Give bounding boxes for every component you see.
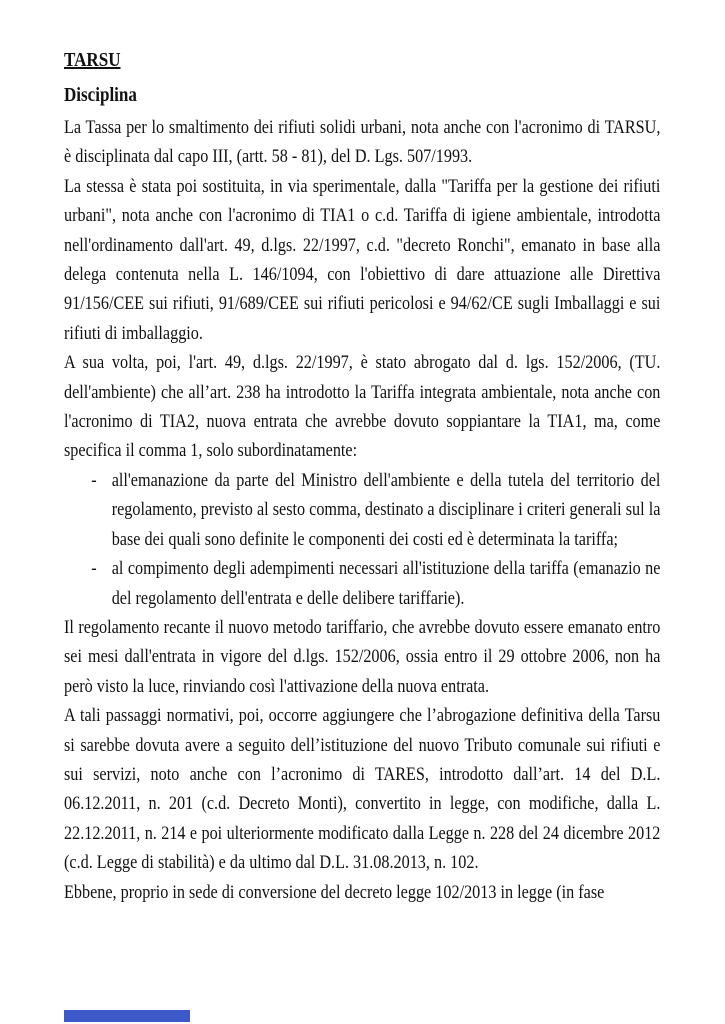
paragraph-regolamento: Il regolamento recante il nuovo metodo tariffario, che avrebbe dovuto essere emanato entro sei mesi dall'entrata in vigore del d.lgs. 152/2006, ossia entro il 29 ottobre 2006, non ha però visto la luce, rinviando così l'attivazione della nuova entrata.: [64, 616, 661, 697]
bullet-dash-icon: -: [91, 558, 97, 580]
list-item-text: all'emanazione da parte del Ministro dell'ambiente e della tutela del territorio del regolamento, previsto al sesto comma, destinato a disciplinare i criteri generali sul la base dei quali sono definite le componenti dei costi ed è determinata la tariffa;: [111, 469, 661, 550]
paragraph-tia1: La stessa è stata poi sostituita, in via sperimentale, dalla "Tariffa per la gestione dei rifiuti urbani", nota anche con l'acronimo di TIA1 o c.d. Tariffa di igiene ambientale, introdotta nell'ordinamento dall'art. 49, d.lgs. 22/1997, c.d. "decreto Ronchi", emanato in base alla delega contenuta nella L. 146/1094, con l'obiettivo di dare attuazione alle Direttiva 91/156/CEE sui rifiuti, 91/689/CEE sui rifiuti pericolosi e 94/62/CE sugli Imballaggi e sui rifiuti di imballaggio.: [64, 175, 661, 344]
section-heading: Disciplina: [64, 84, 137, 106]
paragraph-intro-tarsu: La Tassa per lo smaltimento dei rifiuti solidi urbani, nota anche con l'acronimo di TARSU, è disciplinata dal capo III, (artt. 58 - 81), del D. Lgs. 507/1993.: [64, 117, 661, 168]
document-title: TARSU: [64, 49, 121, 71]
bottom-bar: [64, 1010, 190, 1022]
list-item: [64, 466, 660, 554]
paragraph-conversione: Ebbene, proprio in sede di conversione del decreto legge 102/2013 in legge (in fase: [64, 881, 605, 903]
text-column: [64, 44, 660, 907]
bullet-dash-icon: -: [91, 469, 97, 491]
paragraph-tares: A tali passaggi normativi, poi, occorre aggiungere che l’abrogazione definitiva della Tarsu si sarebbe dovuta avere a seguito dell’istituzione del nuovo Tributo comunale sui rifiuti e sui servizi, noto anche con l’acronimo di TARES, introdotto dall’art. 14 del D.L. 06.12.2011, n. 201 (c.d. Decreto Monti), convertito in legge, con modifiche, dalla L. 22.12.2011, n. 214 e poi ulteriormente modificato dalla Legge n. 228 del 24 dicembre 2012 (c.d. Legge di stabilità) e da ultimo dal D.L. 31.08.2013, n. 102.: [64, 705, 661, 874]
paragraph-tia2: A sua volta, poi, l'art. 49, d.lgs. 22/1997, è stato abrogato dal d. lgs. 152/2006, (TU. dell'ambiente) che all’art. 238 ha introdotto la Tariffa integrata ambientale, nota anche con l'acronimo di TIA2, nuova entrata che avrebbe dovuto soppiantare la TIA1, ma, come specifica il comma 1, solo subordinatamente:: [64, 352, 661, 462]
list-item: [64, 554, 660, 613]
list-item-text: al compimento degli adempimenti necessari all'istituzione della tariffa (emanazio ne del regolamento dell'entrata e delle delibere tariffarie).: [111, 558, 661, 609]
